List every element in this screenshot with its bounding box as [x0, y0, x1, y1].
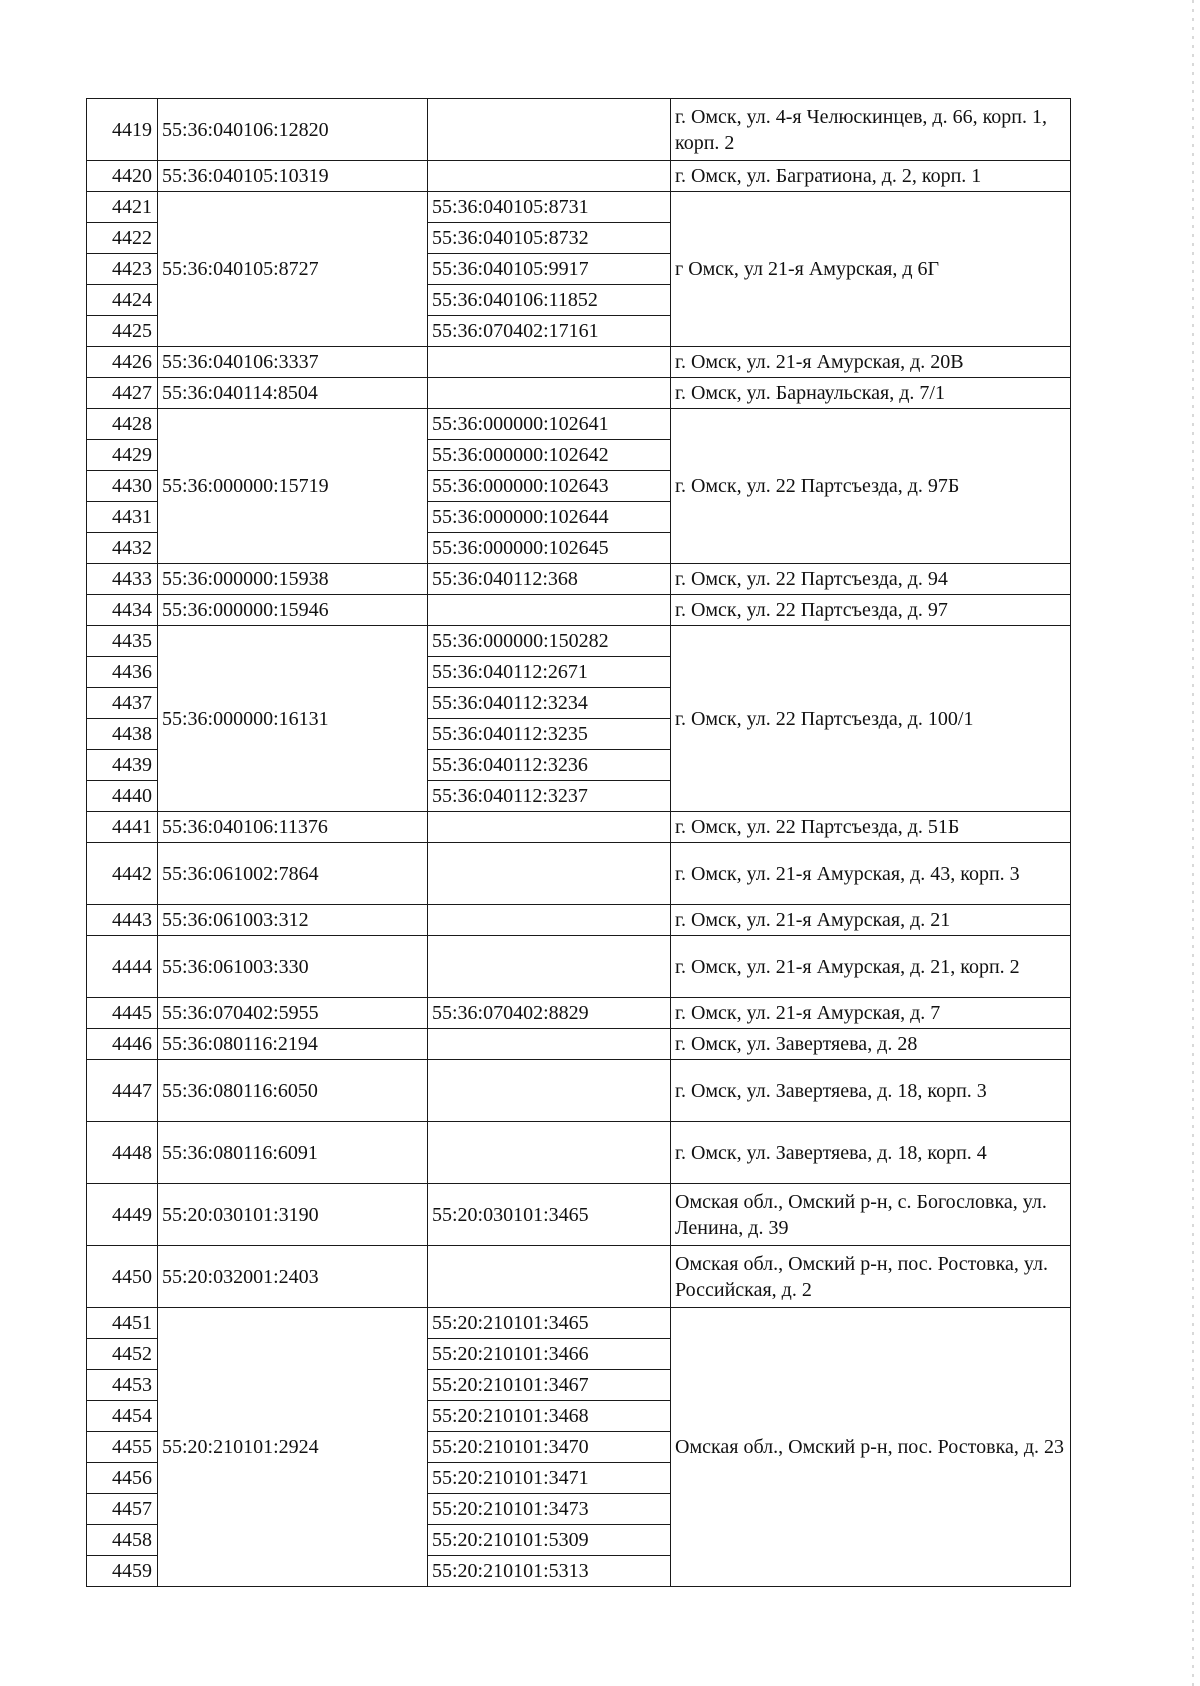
address-cell: г Омск, ул 21-я Амурская, д 6Г [671, 192, 1071, 347]
row-number-cell: 4451 [87, 1308, 158, 1339]
row-number-cell: 4456 [87, 1463, 158, 1494]
sub-object-number-cell [428, 905, 671, 936]
row-number-cell: 4419 [87, 99, 158, 161]
row-number-cell: 4445 [87, 998, 158, 1029]
row-number-cell: 4437 [87, 688, 158, 719]
address-cell: Омская обл., Омский р-н, с. Богословка, ул. Ленина, д. 39 [671, 1184, 1071, 1246]
row-number-cell: 4435 [87, 626, 158, 657]
sub-object-number-cell: 55:36:040106:11852 [428, 285, 671, 316]
sub-object-number-cell: 55:20:210101:5309 [428, 1525, 671, 1556]
cadastral-number-cell: 55:36:000000:16131 [158, 626, 428, 812]
row-number-cell: 4432 [87, 533, 158, 564]
address-cell: г. Омск, ул. 21-я Амурская, д. 7 [671, 998, 1071, 1029]
row-number-cell: 4455 [87, 1432, 158, 1463]
row-number-cell: 4434 [87, 595, 158, 626]
sub-object-number-cell: 55:36:040112:368 [428, 564, 671, 595]
address-cell: г. Омск, ул. 22 Партсъезда, д. 51Б [671, 812, 1071, 843]
sub-object-number-cell: 55:20:210101:3466 [428, 1339, 671, 1370]
table-row [87, 409, 1071, 440]
table-row [87, 843, 1071, 905]
row-number-cell: 4443 [87, 905, 158, 936]
cadastral-number-cell: 55:36:070402:5955 [158, 998, 428, 1029]
table-row [87, 1246, 1071, 1308]
sub-object-number-cell: 55:36:040105:8731 [428, 192, 671, 223]
sub-object-number-cell: 55:36:000000:102644 [428, 502, 671, 533]
row-number-cell: 4433 [87, 564, 158, 595]
sub-object-number-cell: 55:36:000000:102641 [428, 409, 671, 440]
sub-object-number-cell: 55:36:040112:2671 [428, 657, 671, 688]
sub-object-number-cell [428, 99, 671, 161]
table-row [87, 812, 1071, 843]
cadastral-number-cell: 55:20:030101:3190 [158, 1184, 428, 1246]
row-number-cell: 4457 [87, 1494, 158, 1525]
table-row [87, 378, 1071, 409]
address-cell: Омская обл., Омский р-н, пос. Ростовка, д. 23 [671, 1308, 1071, 1587]
table-row [87, 998, 1071, 1029]
sub-object-number-cell: 55:36:040105:9917 [428, 254, 671, 285]
row-number-cell: 4446 [87, 1029, 158, 1060]
address-cell: г. Омск, ул. Завертяева, д. 18, корп. 4 [671, 1122, 1071, 1184]
row-number-cell: 4428 [87, 409, 158, 440]
table-row [87, 1184, 1071, 1246]
row-number-cell: 4425 [87, 316, 158, 347]
table-row [87, 595, 1071, 626]
sub-object-number-cell: 55:36:000000:102643 [428, 471, 671, 502]
cadastral-number-cell: 55:36:080116:6091 [158, 1122, 428, 1184]
sub-object-number-cell: 55:36:040112:3237 [428, 781, 671, 812]
table-row [87, 936, 1071, 998]
sub-object-number-cell: 55:36:040112:3235 [428, 719, 671, 750]
row-number-cell: 4421 [87, 192, 158, 223]
row-number-cell: 4423 [87, 254, 158, 285]
address-cell: г. Омск, ул. 21-я Амурская, д. 21, корп. 2 [671, 936, 1071, 998]
address-cell: г. Омск, ул. 22 Партсъезда, д. 97Б [671, 409, 1071, 564]
sub-object-number-cell: 55:36:070402:17161 [428, 316, 671, 347]
row-number-cell: 4430 [87, 471, 158, 502]
document-page [86, 98, 1070, 1587]
row-number-cell: 4450 [87, 1246, 158, 1308]
address-cell: г. Омск, ул. 4-я Челюскинцев, д. 66, корп. 1, корп. 2 [671, 99, 1071, 161]
address-cell: г. Омск, ул. 21-я Амурская, д. 20В [671, 347, 1071, 378]
address-cell: Омская обл., Омский р-н, пос. Ростовка, ул. Российская, д. 2 [671, 1246, 1071, 1308]
sub-object-number-cell: 55:36:000000:102642 [428, 440, 671, 471]
cadastral-number-cell: 55:36:040106:11376 [158, 812, 428, 843]
sub-object-number-cell [428, 1060, 671, 1122]
address-cell: г. Омск, ул. Багратиона, д. 2, корп. 1 [671, 161, 1071, 192]
row-number-cell: 4424 [87, 285, 158, 316]
cadastral-number-cell: 55:36:080116:2194 [158, 1029, 428, 1060]
row-number-cell: 4436 [87, 657, 158, 688]
cadastral-number-cell: 55:36:000000:15946 [158, 595, 428, 626]
table-row [87, 1029, 1071, 1060]
row-number-cell: 4438 [87, 719, 158, 750]
sub-object-number-cell: 55:20:210101:3468 [428, 1401, 671, 1432]
sub-object-number-cell: 55:20:210101:3473 [428, 1494, 671, 1525]
row-number-cell: 4440 [87, 781, 158, 812]
row-number-cell: 4447 [87, 1060, 158, 1122]
row-number-cell: 4459 [87, 1556, 158, 1587]
cadastral-number-cell: 55:36:040106:12820 [158, 99, 428, 161]
cadastral-number-cell: 55:36:040114:8504 [158, 378, 428, 409]
scan-edge-artifact [1192, 0, 1194, 1686]
row-number-cell: 4431 [87, 502, 158, 533]
row-number-cell: 4441 [87, 812, 158, 843]
cadastral-number-cell: 55:36:000000:15719 [158, 409, 428, 564]
sub-object-number-cell: 55:36:070402:8829 [428, 998, 671, 1029]
address-cell: г. Омск, ул. Завертяева, д. 28 [671, 1029, 1071, 1060]
sub-object-number-cell: 55:20:210101:5313 [428, 1556, 671, 1587]
cadastral-number-cell: 55:20:032001:2403 [158, 1246, 428, 1308]
table-row [87, 192, 1071, 223]
cadastral-number-cell: 55:36:040106:3337 [158, 347, 428, 378]
sub-object-number-cell: 55:20:210101:3471 [428, 1463, 671, 1494]
row-number-cell: 4448 [87, 1122, 158, 1184]
row-number-cell: 4444 [87, 936, 158, 998]
table-row [87, 1308, 1071, 1339]
address-cell: г. Омск, ул. 21-я Амурская, д. 43, корп. 3 [671, 843, 1071, 905]
row-number-cell: 4449 [87, 1184, 158, 1246]
cadastral-number-cell: 55:20:210101:2924 [158, 1308, 428, 1587]
row-number-cell: 4429 [87, 440, 158, 471]
cadastral-number-cell: 55:36:080116:6050 [158, 1060, 428, 1122]
address-cell: г. Омск, ул. Барнаульская, д. 7/1 [671, 378, 1071, 409]
address-cell: г. Омск, ул. Завертяева, д. 18, корп. 3 [671, 1060, 1071, 1122]
row-number-cell: 4427 [87, 378, 158, 409]
row-number-cell: 4458 [87, 1525, 158, 1556]
cadastral-number-cell: 55:36:061003:312 [158, 905, 428, 936]
sub-object-number-cell: 55:36:040112:3234 [428, 688, 671, 719]
cadastral-number-cell: 55:36:040105:10319 [158, 161, 428, 192]
sub-object-number-cell [428, 1029, 671, 1060]
sub-object-number-cell: 55:36:040105:8732 [428, 223, 671, 254]
sub-object-number-cell: 55:36:000000:150282 [428, 626, 671, 657]
table-row [87, 626, 1071, 657]
sub-object-number-cell [428, 812, 671, 843]
table-row [87, 564, 1071, 595]
sub-object-number-cell: 55:36:040112:3236 [428, 750, 671, 781]
row-number-cell: 4453 [87, 1370, 158, 1401]
table-row [87, 1122, 1071, 1184]
row-number-cell: 4426 [87, 347, 158, 378]
sub-object-number-cell [428, 161, 671, 192]
sub-object-number-cell: 55:20:210101:3467 [428, 1370, 671, 1401]
sub-object-number-cell [428, 347, 671, 378]
row-number-cell: 4442 [87, 843, 158, 905]
cadastral-number-cell: 55:36:061003:330 [158, 936, 428, 998]
table-row [87, 161, 1071, 192]
sub-object-number-cell [428, 595, 671, 626]
sub-object-number-cell: 55:20:210101:3470 [428, 1432, 671, 1463]
address-cell: г. Омск, ул. 22 Партсъезда, д. 100/1 [671, 626, 1071, 812]
table-row [87, 905, 1071, 936]
row-number-cell: 4439 [87, 750, 158, 781]
table-row [87, 1060, 1071, 1122]
sub-object-number-cell: 55:20:030101:3465 [428, 1184, 671, 1246]
sub-object-number-cell [428, 1246, 671, 1308]
table-body [87, 99, 1071, 1587]
cadastral-number-cell: 55:36:040105:8727 [158, 192, 428, 347]
table-row [87, 347, 1071, 378]
row-number-cell: 4454 [87, 1401, 158, 1432]
sub-object-number-cell [428, 378, 671, 409]
cadastral-table [86, 98, 1071, 1587]
row-number-cell: 4422 [87, 223, 158, 254]
address-cell: г. Омск, ул. 21-я Амурская, д. 21 [671, 905, 1071, 936]
sub-object-number-cell: 55:20:210101:3465 [428, 1308, 671, 1339]
address-cell: г. Омск, ул. 22 Партсъезда, д. 97 [671, 595, 1071, 626]
cadastral-number-cell: 55:36:000000:15938 [158, 564, 428, 595]
sub-object-number-cell [428, 843, 671, 905]
sub-object-number-cell [428, 1122, 671, 1184]
row-number-cell: 4452 [87, 1339, 158, 1370]
address-cell: г. Омск, ул. 22 Партсъезда, д. 94 [671, 564, 1071, 595]
table-row [87, 99, 1071, 161]
row-number-cell: 4420 [87, 161, 158, 192]
sub-object-number-cell [428, 936, 671, 998]
cadastral-number-cell: 55:36:061002:7864 [158, 843, 428, 905]
sub-object-number-cell: 55:36:000000:102645 [428, 533, 671, 564]
